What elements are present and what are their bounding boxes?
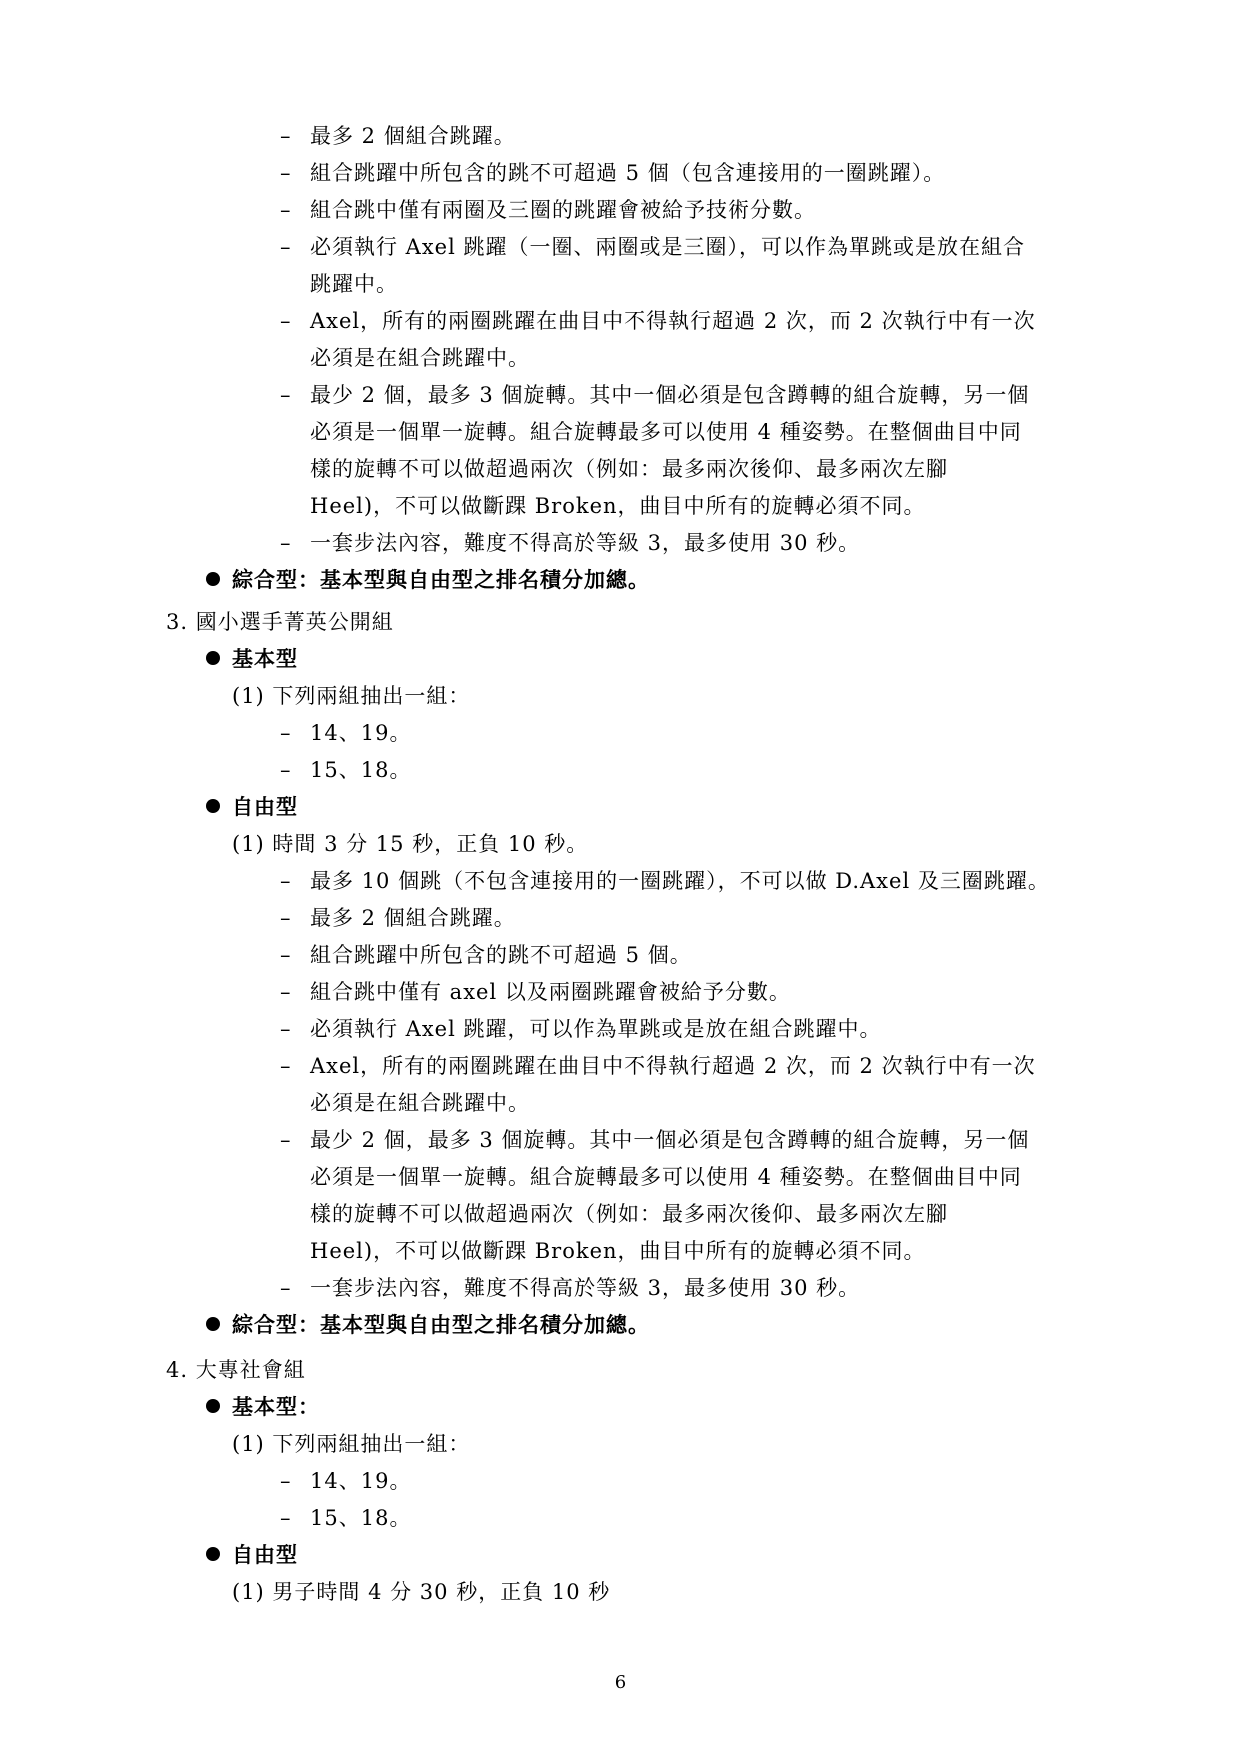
bullet-heading: 自由型 [206,793,298,821]
dash-marker: – [280,198,292,222]
numbered-item: (1) 下列兩組抽出一組： [232,1432,471,1456]
bullet-heading: 基本型： [206,1393,320,1421]
list-item: – Axel，所有的兩圈跳躍在曲目中不得執行超過 2 次，而 2 次執行中有一次 [280,1054,1036,1078]
dash-marker: – [280,161,292,185]
page-number: 6 [614,1672,627,1693]
numbered-item: (1) 時間 3 分 15 秒，正負 10 秒。 [232,832,589,856]
dash-marker: – [280,1054,292,1078]
dash-marker: – [280,1128,292,1152]
list-item-continuation: Heel)，不可以做斷踝 Broken，曲目中所有的旋轉必須不同。 [310,1239,926,1263]
list-item-continuation: 跳躍中。 [310,272,398,296]
dash-marker: – [280,531,292,555]
list-item-continuation: 必須是一個單一旋轉。組合旋轉最多可以使用 4 種姿勢。在整個曲目中同 [310,420,1022,444]
bullet-heading: 綜合型：基本型與自由型之排名積分加總。 [206,1311,650,1339]
bullet-dot-icon [206,799,220,813]
numbered-item: (1) 下列兩組抽出一組： [232,684,471,708]
list-item-continuation: 必須是在組合跳躍中。 [310,346,530,370]
bullet-dot-icon [206,1399,220,1413]
list-item: – 14、19。 [280,1469,412,1493]
list-item: – 最多 10 個跳（不包含連接用的一圈跳躍），不可以做 D.Axel 及三圈跳躍。 [280,869,1050,893]
list-item: – 最多 2 個組合跳躍。 [280,124,516,148]
list-item: – 必須執行 Axel 跳躍（一圈、兩圈或是三圈），可以作為單跳或是放在組合 [280,235,1026,259]
dash-marker: – [280,980,292,1004]
bullet-heading: 基本型 [206,645,298,673]
dash-marker: – [280,1276,292,1300]
list-item-continuation: 必須是一個單一旋轉。組合旋轉最多可以使用 4 種姿勢。在整個曲目中同 [310,1165,1022,1189]
list-item: – 一套步法內容，難度不得高於等級 3，最多使用 30 秒。 [280,531,861,555]
dash-marker: – [280,758,292,782]
list-item: – 組合跳中僅有 axel 以及兩圈跳躍會被給予分數。 [280,980,791,1004]
bullet-dot-icon [206,651,220,665]
bullet-dot-icon [206,572,220,586]
list-item: – 最少 2 個，最多 3 個旋轉。其中一個必須是包含蹲轉的組合旋轉，另一個 [280,1128,1030,1152]
list-item-continuation: 必須是在組合跳躍中。 [310,1091,530,1115]
bullet-heading: 綜合型：基本型與自由型之排名積分加總。 [206,566,650,594]
dash-marker: – [280,1017,292,1041]
list-item: – 15、18。 [280,1506,412,1530]
dash-marker: – [280,235,292,259]
dash-marker: – [280,383,292,407]
dash-marker: – [280,309,292,333]
list-item: – Axel，所有的兩圈跳躍在曲目中不得執行超過 2 次，而 2 次執行中有一次 [280,309,1036,333]
list-item: – 組合跳躍中所包含的跳不可超過 5 個（包含連接用的一圈跳躍）。 [280,161,946,185]
list-item: – 14、19。 [280,721,412,745]
list-item: – 組合跳中僅有兩圈及三圈的跳躍會被給予技術分數。 [280,198,816,222]
numbered-item: (1) 男子時間 4 分 30 秒，正負 10 秒 [232,1580,611,1604]
bullet-dot-icon [206,1547,220,1561]
dash-marker: – [280,906,292,930]
section-heading: 3. 國小選手菁英公開組 [166,610,394,634]
list-item: – 組合跳躍中所包含的跳不可超過 5 個。 [280,943,692,967]
list-item-continuation: Heel)，不可以做斷踝 Broken，曲目中所有的旋轉必須不同。 [310,494,926,518]
dash-marker: – [280,943,292,967]
dash-marker: – [280,1506,292,1530]
bullet-heading: 自由型 [206,1541,298,1569]
list-item: – 最多 2 個組合跳躍。 [280,906,516,930]
dash-marker: – [280,124,292,148]
list-item: – 最少 2 個，最多 3 個旋轉。其中一個必須是包含蹲轉的組合旋轉，另一個 [280,383,1030,407]
list-item: – 15、18。 [280,758,412,782]
list-item: – 必須執行 Axel 跳躍，可以作為單跳或是放在組合跳躍中。 [280,1017,882,1041]
list-item-continuation: 樣的旋轉不可以做超過兩次（例如：最多兩次後仰、最多兩次左腳 [310,1202,948,1226]
dash-marker: – [280,721,292,745]
dash-marker: – [280,1469,292,1493]
list-item-continuation: 樣的旋轉不可以做超過兩次（例如：最多兩次後仰、最多兩次左腳 [310,457,948,481]
dash-marker: – [280,869,292,893]
section-heading: 4. 大專社會組 [166,1358,306,1382]
list-item: – 一套步法內容，難度不得高於等級 3，最多使用 30 秒。 [280,1276,861,1300]
bullet-dot-icon [206,1317,220,1331]
